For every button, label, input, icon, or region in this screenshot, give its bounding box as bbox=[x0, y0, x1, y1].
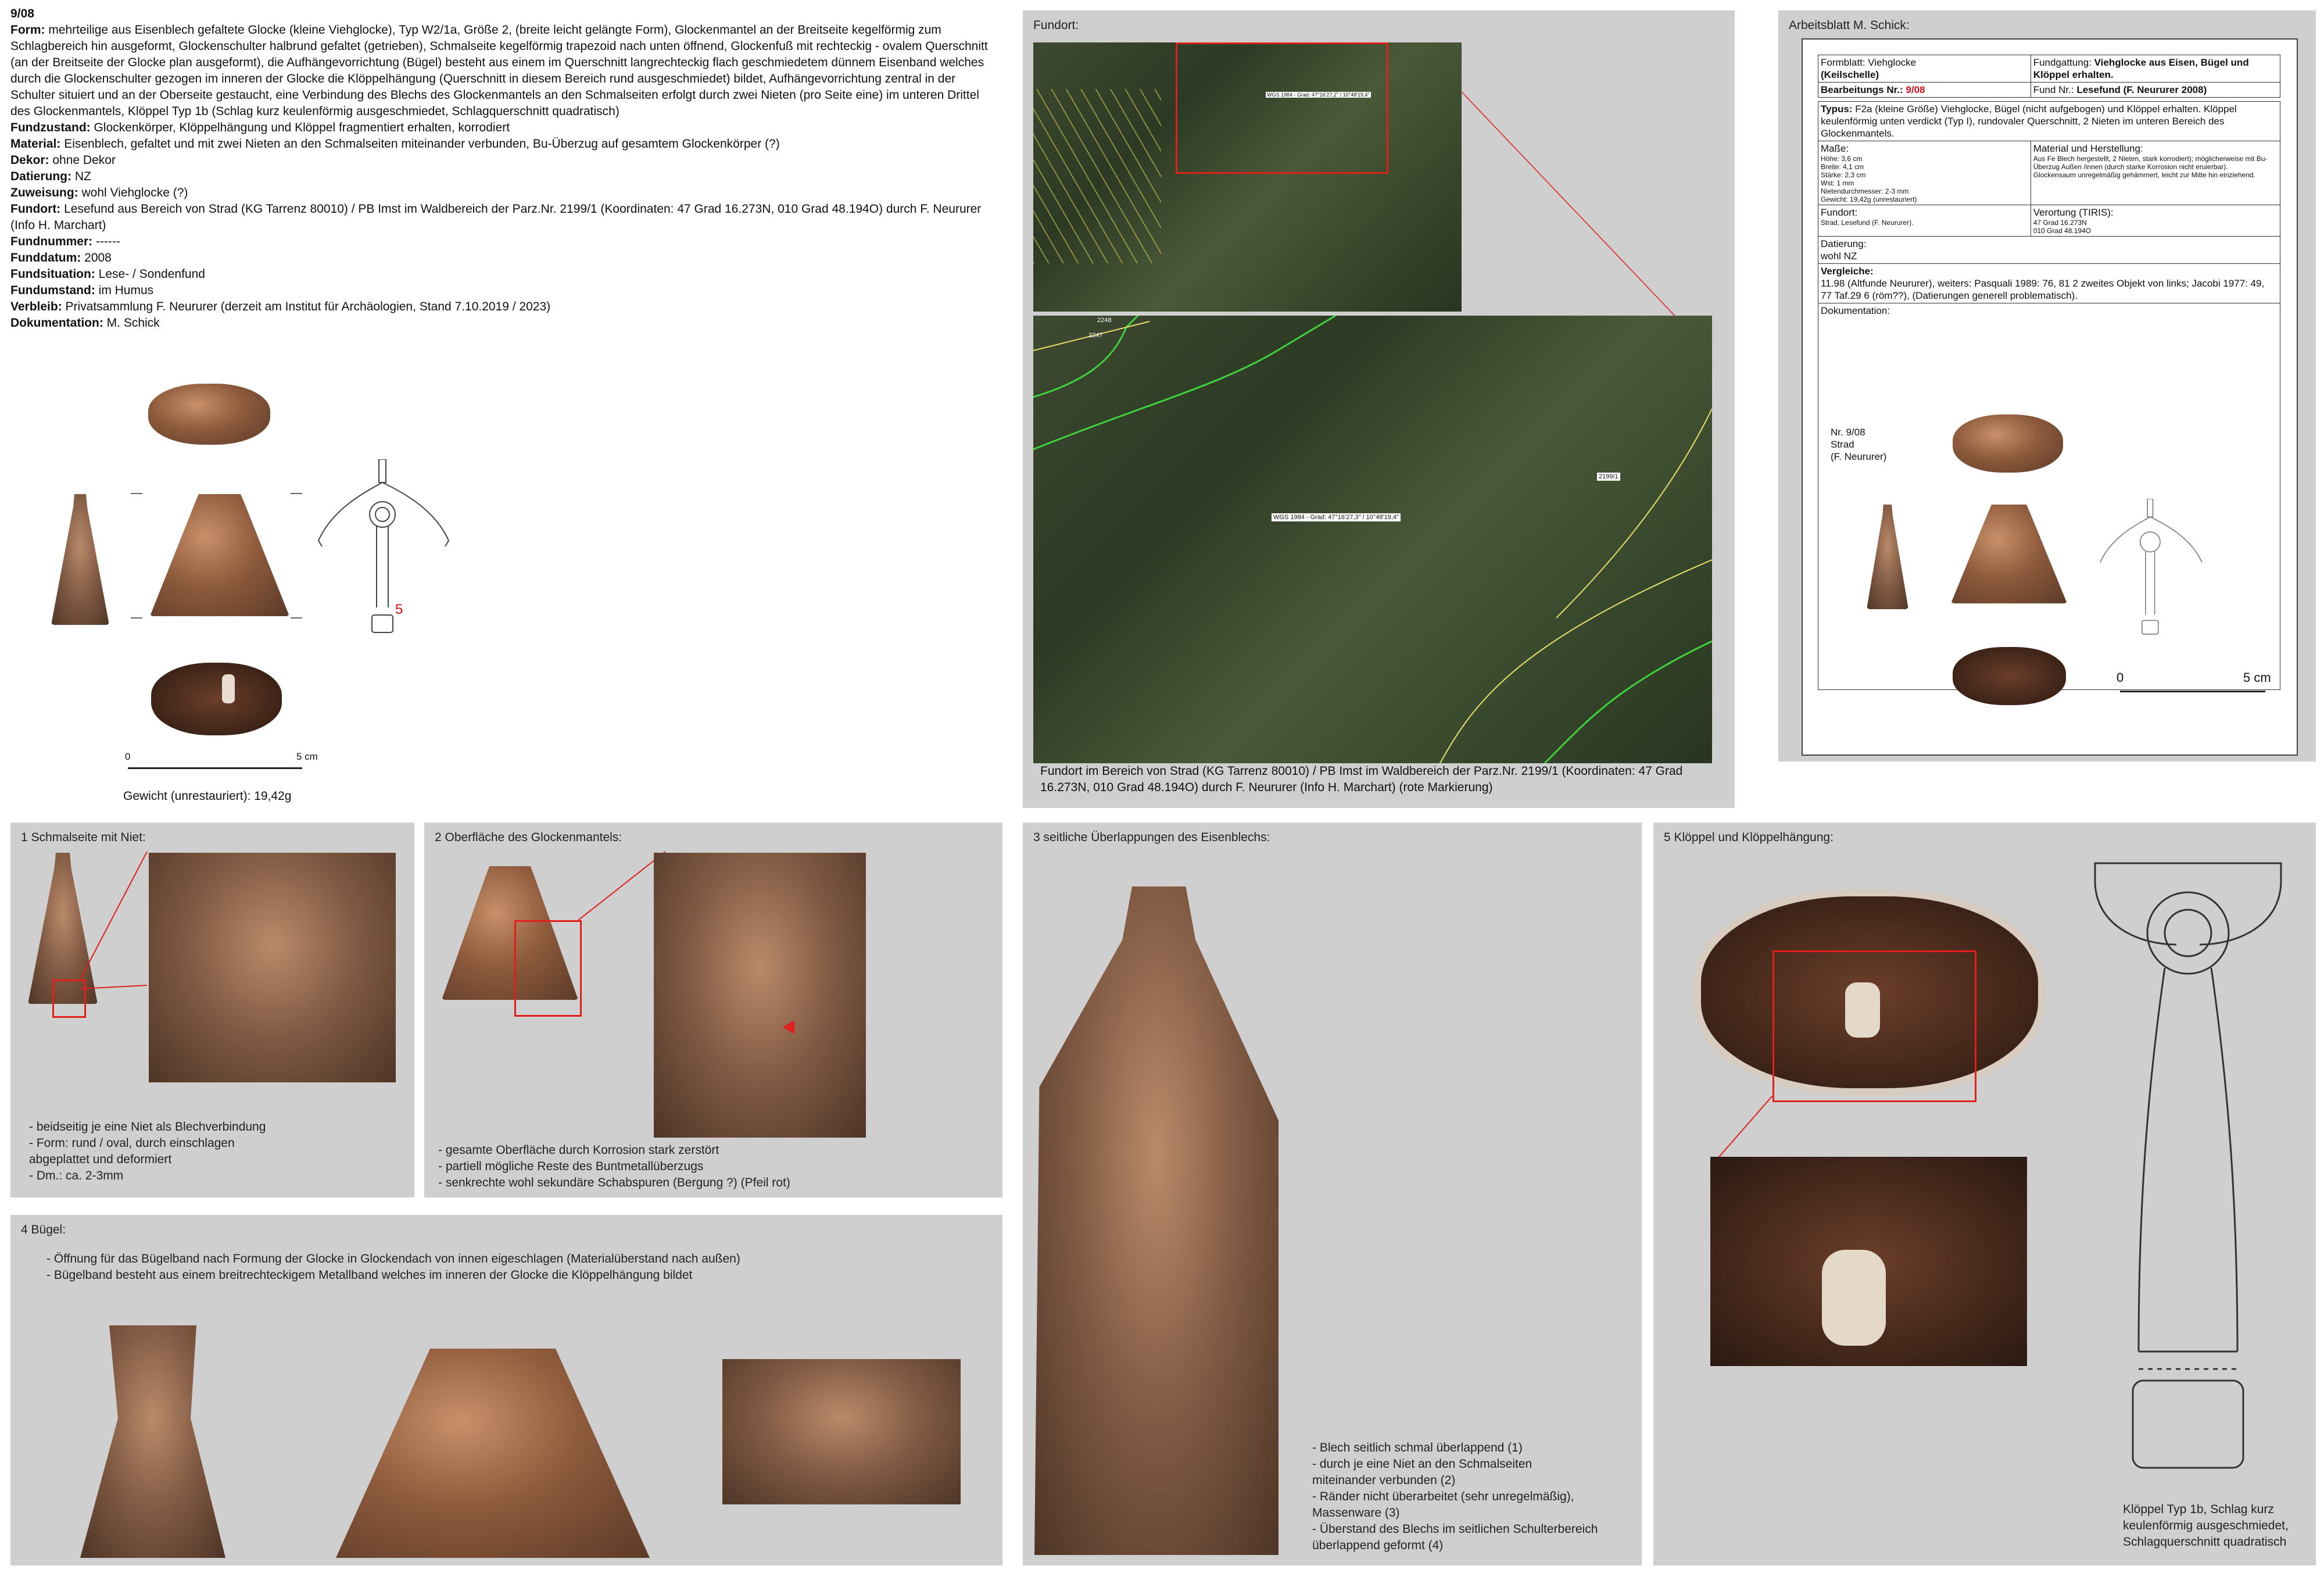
bell-narrow-side-photo bbox=[51, 494, 109, 625]
panel-5-clapper-drawing bbox=[2083, 857, 2304, 1474]
bell-clapper-bottom bbox=[222, 674, 235, 703]
worksheet-title: Arbeitsblatt M. Schick: bbox=[1789, 19, 1910, 32]
panel-3-overlap bbox=[1023, 823, 1642, 1565]
panel-1-rivet bbox=[10, 823, 414, 1197]
guide-line bbox=[131, 493, 142, 494]
catalog-entry bbox=[10, 234, 993, 250]
overview-map-marker-box bbox=[1176, 42, 1388, 174]
panel-5-title: 5 Klöppel und Klöppelhängung: bbox=[1664, 831, 1834, 844]
scrape-arrow-icon bbox=[783, 1020, 794, 1034]
catalog-entry bbox=[10, 120, 993, 136]
panel-5-detail-marker bbox=[1772, 950, 1976, 1102]
ws-verortung-value: 47 Grad 16.273N 010 Grad 48.194O bbox=[2033, 219, 2092, 235]
panel-4-hanger-photo-side bbox=[80, 1325, 225, 1558]
panel-3-title: 3 seitliche Überlappungen des Eisenblechs: bbox=[1033, 831, 1270, 844]
bell-top-view-photo bbox=[148, 384, 270, 445]
guide-line bbox=[131, 617, 142, 619]
catalog-entry bbox=[10, 299, 993, 315]
ws-doku-note: Nr. 9/08 Strad (F. Neururer) bbox=[1831, 427, 1887, 462]
catalog-entry bbox=[10, 185, 993, 201]
panel-4-hanger bbox=[10, 1215, 1002, 1565]
catalog-number: 9/08 bbox=[10, 7, 34, 20]
catalog-entry bbox=[10, 136, 993, 152]
overview-map-hatch bbox=[1033, 89, 1161, 263]
catalog-entry-label: Dekor: bbox=[10, 153, 49, 167]
catalog-entry-value: 2008 bbox=[81, 251, 112, 264]
zoom-connector-line bbox=[1462, 92, 1694, 336]
scale-zero: 0 bbox=[125, 751, 131, 762]
guide-line bbox=[291, 617, 302, 619]
fundort-caption: Fundort im Bereich von Strad (KG Tarrenz 80010) / PB Imst im Waldbereich der Parz.Nr. 2199/1 (Koordinaten: 47 Grad 16.273N, 010 Grad 48.194O) durch F. Neururer (Info H. Marchart) (rote Markierung) bbox=[1040, 764, 1683, 794]
panel-2-title: 2 Oberfläche des Glockenmantels: bbox=[435, 831, 622, 844]
overview-map bbox=[1033, 42, 1462, 312]
catalog-entry-value: Privatsammlung F. Neururer (derzeit am Institut für Archäologien, Stand 7.10.2019 / 2023) bbox=[62, 300, 551, 313]
detail-map-coords: WGS 1984 - Grad: 47°16'27,3" / 10°48'19,4" bbox=[1272, 513, 1401, 521]
ws-fundort-value: Strad, Lesefund (F. Neururer). bbox=[1821, 219, 1914, 227]
catalog-entry bbox=[10, 152, 993, 169]
panel-4-note: - Öffnung für das Bügelband nach Formung der Glocke in Glockendach von innen eigeschlagen (Materialüberstand nach außen) - Bügelband besteht aus einem breitrechteckigem Metallband welches im inneren der Glocke die Klöppelhängung bildet bbox=[46, 1252, 740, 1282]
catalog-entry-label: Fundnummer: bbox=[10, 235, 93, 248]
ws-scale-five: 5 cm bbox=[2243, 670, 2271, 685]
bell-front-view-photo bbox=[150, 494, 289, 616]
scale-bar bbox=[128, 767, 302, 769]
catalog-entry-value: ------ bbox=[92, 235, 120, 248]
panel-2-surface-detail-photo bbox=[654, 853, 866, 1138]
ws-fundort-title: Fundort: bbox=[1821, 207, 1858, 218]
panel-2-note: - gesamte Oberfläche durch Korrosion stark zerstört - partiell mögliche Reste des Buntmetallüberzugs - senkrechte wohl sekundäre Schabspuren (Bergung ?) (Pfeil rot) bbox=[438, 1143, 790, 1189]
catalog-entry bbox=[10, 266, 993, 283]
panel-2-surface-marker bbox=[514, 920, 582, 1017]
scale-five: 5 cm bbox=[296, 751, 318, 762]
catalog-text bbox=[10, 6, 993, 331]
panel-1-connector bbox=[80, 852, 150, 991]
ws-scale-zero: 0 bbox=[2117, 670, 2124, 685]
ws-typus-label: Typus: bbox=[1821, 103, 1856, 115]
catalog-entry bbox=[10, 169, 993, 185]
panel-4-hanger-photo-detail bbox=[722, 1359, 961, 1504]
catalog-entry bbox=[10, 283, 993, 299]
fundort-panel bbox=[1023, 10, 1735, 808]
catalog-entry-value: mehrteilige aus Eisenblech gefaltete Glocke (kleine Viehglocke), Typ W2/1a, Größe 2, (breite leicht gelängte Form), Glockenmantel an der Breitseite kegelförmig zum Schlagbereich hin ausgeformt, Glockenschulter halbrund gefaltet (getrieben), Schmalseite kegelförmig trapezoid nach unten öffnend, Glockenfuß mit rechteckig - ovalem Querschnitt (an der Breitseite der Glocke plan ausgeformt), die Aufhängevorrichtung (Bügel) besteht aus einem im Querschnitt langrechteckig flach geschmiedetem dünnem Eisenband welches durch die Glockenschulter gezogen im inneren der Glocke die Klöppelhängung (Querschnitt in diesem Bereich rund ausgeschmiedet) bildet, Aufhängevorrichtung zentral in der Schulter situiert und an der Oberseite gestaucht, eine Verbindung des Blechs des Glockenmantels an den Schmalseiten erfolgt durch zwei Nieten (pro Seite eine) im unteren Drittel des Glockenmantels, Klöppel Typ 1b (Schlag kurz keulenförmig ausgeschmiedet, Schlagquerschnitt quadratisch) bbox=[10, 23, 988, 118]
panel-3-overlap-photo bbox=[1034, 886, 1279, 1555]
worksheet-panel bbox=[1778, 10, 2316, 762]
catalog-entry-value: Glockenkörper, Klöppelhängung und Klöppel fragmentiert erhalten, korrodiert bbox=[90, 121, 510, 134]
catalog-entry-label: Dokumentation: bbox=[10, 316, 103, 330]
catalog-entry-label: Fundumstand: bbox=[10, 284, 95, 297]
ws-typus-value: F2a (kleine Größe) Viehglocke, Bügel (nicht aufgebogen) und Klöppel erhalten. Klöppel keulenförmig unten verdickt (Typ I), rundovaler Querschnitt, 2 Nieten im unteren Bereich des Glockenmantels. bbox=[1821, 103, 2237, 139]
catalog-entry-value: Eisenblech, gefaltet und mit zwei Nieten an den Schmalseiten miteinander verbunden, Bu-Überzug auf gesamtem Glockenkörper (?) bbox=[60, 137, 780, 151]
ws-fundnr-value: Lesefund (F. Neururer 2008) bbox=[2076, 84, 2207, 95]
ws-bearbeitung-value: 9/08 bbox=[1906, 84, 1925, 95]
detail-map bbox=[1033, 316, 1712, 763]
detail-map-parcel: 2199/1 bbox=[1597, 473, 1620, 481]
weight-label: Gewicht (unrestauriert): 19,42g bbox=[123, 789, 292, 803]
catalog-entry-label: Fundsituation: bbox=[10, 267, 95, 281]
ws-fundgattung-label: Fundgattung: bbox=[2033, 57, 2094, 68]
catalog-entry bbox=[10, 201, 993, 234]
panel-5-clapper-detail-head bbox=[1822, 1250, 1886, 1346]
ws-datierung-title: Datierung: bbox=[1821, 238, 1867, 249]
ws-vergleiche-value: 11.98 (Altfunde Neururer), weiters: Pasquali 1989: 76, 81 2 zweites Objekt von links; Jacobi 1977: 49, 77 Taf.29 6 (röm??), (Datierungen generell problematisch). bbox=[1821, 278, 2265, 301]
catalog-entries bbox=[10, 22, 993, 331]
drawing-number: 5 bbox=[395, 602, 403, 617]
catalog-entry-label: Fundort: bbox=[10, 202, 61, 216]
catalog-entry bbox=[10, 250, 993, 266]
ws-top-view-photo bbox=[1953, 414, 2063, 473]
panel-1-rivet-detail-photo bbox=[149, 853, 396, 1082]
catalog-entry-label: Form: bbox=[10, 23, 45, 37]
ws-fundnr-label: Fund Nr.: bbox=[2033, 84, 2077, 95]
ws-clapper-drawing bbox=[2093, 499, 2227, 644]
overview-map-coords: WGS 1984 - Grad: 47°16'27,2" / 10°48'19,4" bbox=[1267, 92, 1370, 98]
guide-line bbox=[291, 493, 302, 494]
catalog-entry bbox=[10, 315, 993, 331]
catalog-entry-value: ohne Dekor bbox=[49, 153, 116, 167]
catalog-entry-label: Verbleib: bbox=[10, 300, 62, 313]
catalog-entry-value: NZ bbox=[71, 170, 91, 183]
panel-3-note: - Blech seitlich schmal überlappend (1) - durch je eine Niet an den Schmalseiten miteinander verbunden (2) - Ränder nicht überarbeitet (sehr unregelmäßig), Massenware (3) - Überstand des Blechs im seitlichen Schulterbereich überlappend geformt (4) bbox=[1312, 1441, 1598, 1552]
panel-5-note: Klöppel Typ 1b, Schlag kurz keulenförmig ausgeschmiedet, Schlagquerschnitt quadratisch bbox=[2123, 1503, 2289, 1549]
ws-vergleiche-title: Vergleiche: bbox=[1821, 266, 1874, 277]
ws-datierung-value: wohl NZ bbox=[1821, 251, 1857, 262]
worksheet-sheet bbox=[1802, 38, 2298, 756]
panel-4-hanger-photo-front bbox=[336, 1349, 650, 1558]
catalog-entry-value: wohl Viehglocke (?) bbox=[78, 186, 188, 199]
ws-bearbeitung-label: Bearbeitungs Nr.: bbox=[1821, 84, 1906, 95]
catalog-entry bbox=[10, 22, 993, 120]
panel-4-title: 4 Bügel: bbox=[21, 1223, 66, 1236]
fundort-title: Fundort: bbox=[1033, 19, 1079, 32]
ws-masse-title: Maße: bbox=[1821, 143, 1849, 154]
ws-fundgattung-value: Viehglocke aus Eisen, Bügel und Klöppel erhalten. bbox=[2033, 57, 2249, 80]
ws-formblatt: Formblatt: Viehglocke bbox=[1821, 57, 1917, 68]
panel-5-clapper bbox=[1653, 823, 2316, 1565]
detail-map-boundaries bbox=[1033, 316, 1712, 763]
catalog-entry-label: Fundzustand: bbox=[10, 121, 91, 134]
bell-bottom-view-photo bbox=[151, 663, 282, 735]
detail-map-parcel-b: 2247 bbox=[1088, 332, 1103, 339]
detail-map-parcel-a: 2248 bbox=[1097, 317, 1112, 324]
panel-1-title: 1 Schmalseite mit Niet: bbox=[21, 831, 146, 844]
catalog-entry-label: Zuweisung: bbox=[10, 186, 78, 199]
ws-scale-bar bbox=[2120, 691, 2265, 692]
catalog-entry-label: Material: bbox=[10, 137, 61, 151]
catalog-entry-label: Datierung: bbox=[10, 170, 71, 183]
catalog-entry-value: im Humus bbox=[95, 284, 154, 297]
ws-doku-title: Dokumentation: bbox=[1821, 305, 1890, 316]
ws-material-title: Material und Herstellung: bbox=[2033, 143, 2143, 154]
ws-masse-lines: Höhe: 3,6 cm Breite: 4,1 cm Stärke: 2,3 cm Wst: 1 mm Nietendurchmesser: 2-3 mm Gewicht: 19,42g (unrestauriert) bbox=[1821, 155, 1917, 203]
ws-formblatt-sub: (Keilschelle) bbox=[1821, 69, 1879, 80]
catalog-entry-value: Lesefund aus Bereich von Strad (KG Tarrenz 80010) / PB Imst im Waldbereich der Parz.Nr. 2199/1 (Koordinaten: 47 Grad 16.273N, 010 Grad 48.194O) durch F. Neururer (Info H. Marchart) bbox=[10, 202, 982, 232]
panel-2-surface bbox=[424, 823, 1002, 1197]
ws-bottom-view-photo bbox=[1953, 647, 2066, 705]
panel-1-note: - beidseitig je eine Niet als Blechverbindung - Form: rund / oval, durch einschlagen abgeplattet und deformiert - Dm.: ca. 2-3mm bbox=[29, 1120, 266, 1182]
ws-verortung-title: Verortung (TIRIS): bbox=[2033, 207, 2114, 218]
catalog-entry-value: M. Schick bbox=[103, 316, 160, 330]
ws-material-lines: Aus Fe Blech hergestellt, 2 Nieten, stark korrodiert); möglicherweise mit Bu-Überzug Außen /innen (durch starke Korrosion nicht eruierbar). Glockensaum unregelmäßig gehämmert, leicht zur Mitte hin einziehend. bbox=[2033, 155, 2268, 179]
catalog-entry-label: Funddatum: bbox=[10, 251, 81, 264]
catalog-entry-value: Lese- / Sondenfund bbox=[95, 267, 205, 281]
